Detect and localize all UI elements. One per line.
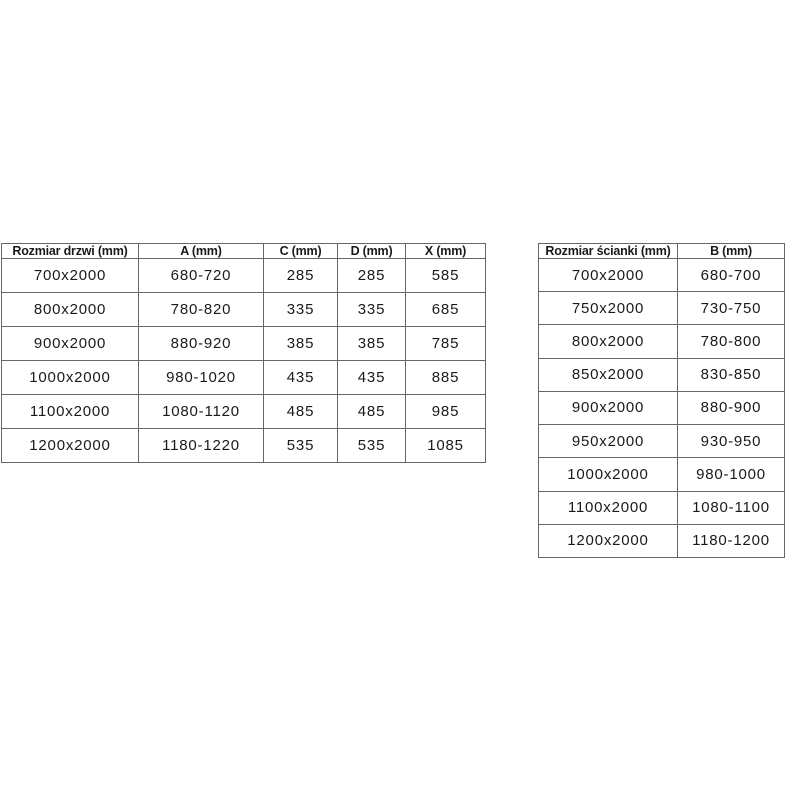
table-row [539, 425, 785, 458]
table-cell: 885 [406, 361, 486, 395]
table-cell: 780-820 [139, 293, 264, 327]
table-row [539, 391, 785, 424]
column-header-wall-size: Rozmiar ścianki (mm) [539, 244, 678, 259]
table-cell: 980-1000 [678, 458, 785, 491]
table-cell: 900x2000 [2, 327, 139, 361]
table-cell: 700x2000 [539, 259, 678, 292]
table-row [2, 293, 486, 327]
walls-size-table [538, 243, 785, 558]
table-cell: 680-700 [678, 259, 785, 292]
table-cell: 435 [264, 361, 338, 395]
table-cell: 285 [264, 259, 338, 293]
table-cell: 700x2000 [2, 259, 139, 293]
column-header-a: A (mm) [139, 244, 264, 259]
table-cell: 335 [338, 293, 406, 327]
table-cell: 1080-1100 [678, 491, 785, 524]
table-cell: 385 [338, 327, 406, 361]
column-header-d: D (mm) [338, 244, 406, 259]
table-row [539, 259, 785, 292]
doors-header-row [2, 244, 486, 259]
table-row [539, 325, 785, 358]
table-row [539, 292, 785, 325]
table-cell: 985 [406, 395, 486, 429]
column-header-x: X (mm) [406, 244, 486, 259]
table-cell: 535 [338, 429, 406, 463]
table-cell: 800x2000 [539, 325, 678, 358]
table-row [539, 358, 785, 391]
table-cell: 1080-1120 [139, 395, 264, 429]
table-row [539, 458, 785, 491]
table-cell: 1180-1200 [678, 524, 785, 557]
table-row [2, 361, 486, 395]
table-cell: 980-1020 [139, 361, 264, 395]
table-cell: 800x2000 [2, 293, 139, 327]
table-cell: 1200x2000 [539, 524, 678, 557]
table-cell: 335 [264, 293, 338, 327]
table-row [539, 491, 785, 524]
column-header-c: C (mm) [264, 244, 338, 259]
table-cell: 535 [264, 429, 338, 463]
table-cell: 880-900 [678, 391, 785, 424]
table-cell: 1200x2000 [2, 429, 139, 463]
table-cell: 285 [338, 259, 406, 293]
table-cell: 750x2000 [539, 292, 678, 325]
table-cell: 485 [264, 395, 338, 429]
table-cell: 930-950 [678, 425, 785, 458]
table-cell: 1100x2000 [539, 491, 678, 524]
table-cell: 685 [406, 293, 486, 327]
table-cell: 585 [406, 259, 486, 293]
table-cell: 785 [406, 327, 486, 361]
table-cell: 435 [338, 361, 406, 395]
table-cell: 385 [264, 327, 338, 361]
table-cell: 900x2000 [539, 391, 678, 424]
table-cell: 680-720 [139, 259, 264, 293]
table-row [2, 259, 486, 293]
table-cell: 1100x2000 [2, 395, 139, 429]
table-cell: 485 [338, 395, 406, 429]
table-cell: 1180-1220 [139, 429, 264, 463]
table-cell: 850x2000 [539, 358, 678, 391]
table-cell: 830-850 [678, 358, 785, 391]
table-cell: 880-920 [139, 327, 264, 361]
table-cell: 1085 [406, 429, 486, 463]
doors-size-table [1, 243, 486, 463]
column-header-door-size: Rozmiar drzwi (mm) [2, 244, 139, 259]
table-cell: 1000x2000 [539, 458, 678, 491]
table-cell: 730-750 [678, 292, 785, 325]
column-header-b: B (mm) [678, 244, 785, 259]
table-row [539, 524, 785, 557]
table-row [2, 327, 486, 361]
walls-header-row [539, 244, 785, 259]
table-cell: 950x2000 [539, 425, 678, 458]
table-row [2, 395, 486, 429]
table-cell: 1000x2000 [2, 361, 139, 395]
table-row [2, 429, 486, 463]
table-cell: 780-800 [678, 325, 785, 358]
